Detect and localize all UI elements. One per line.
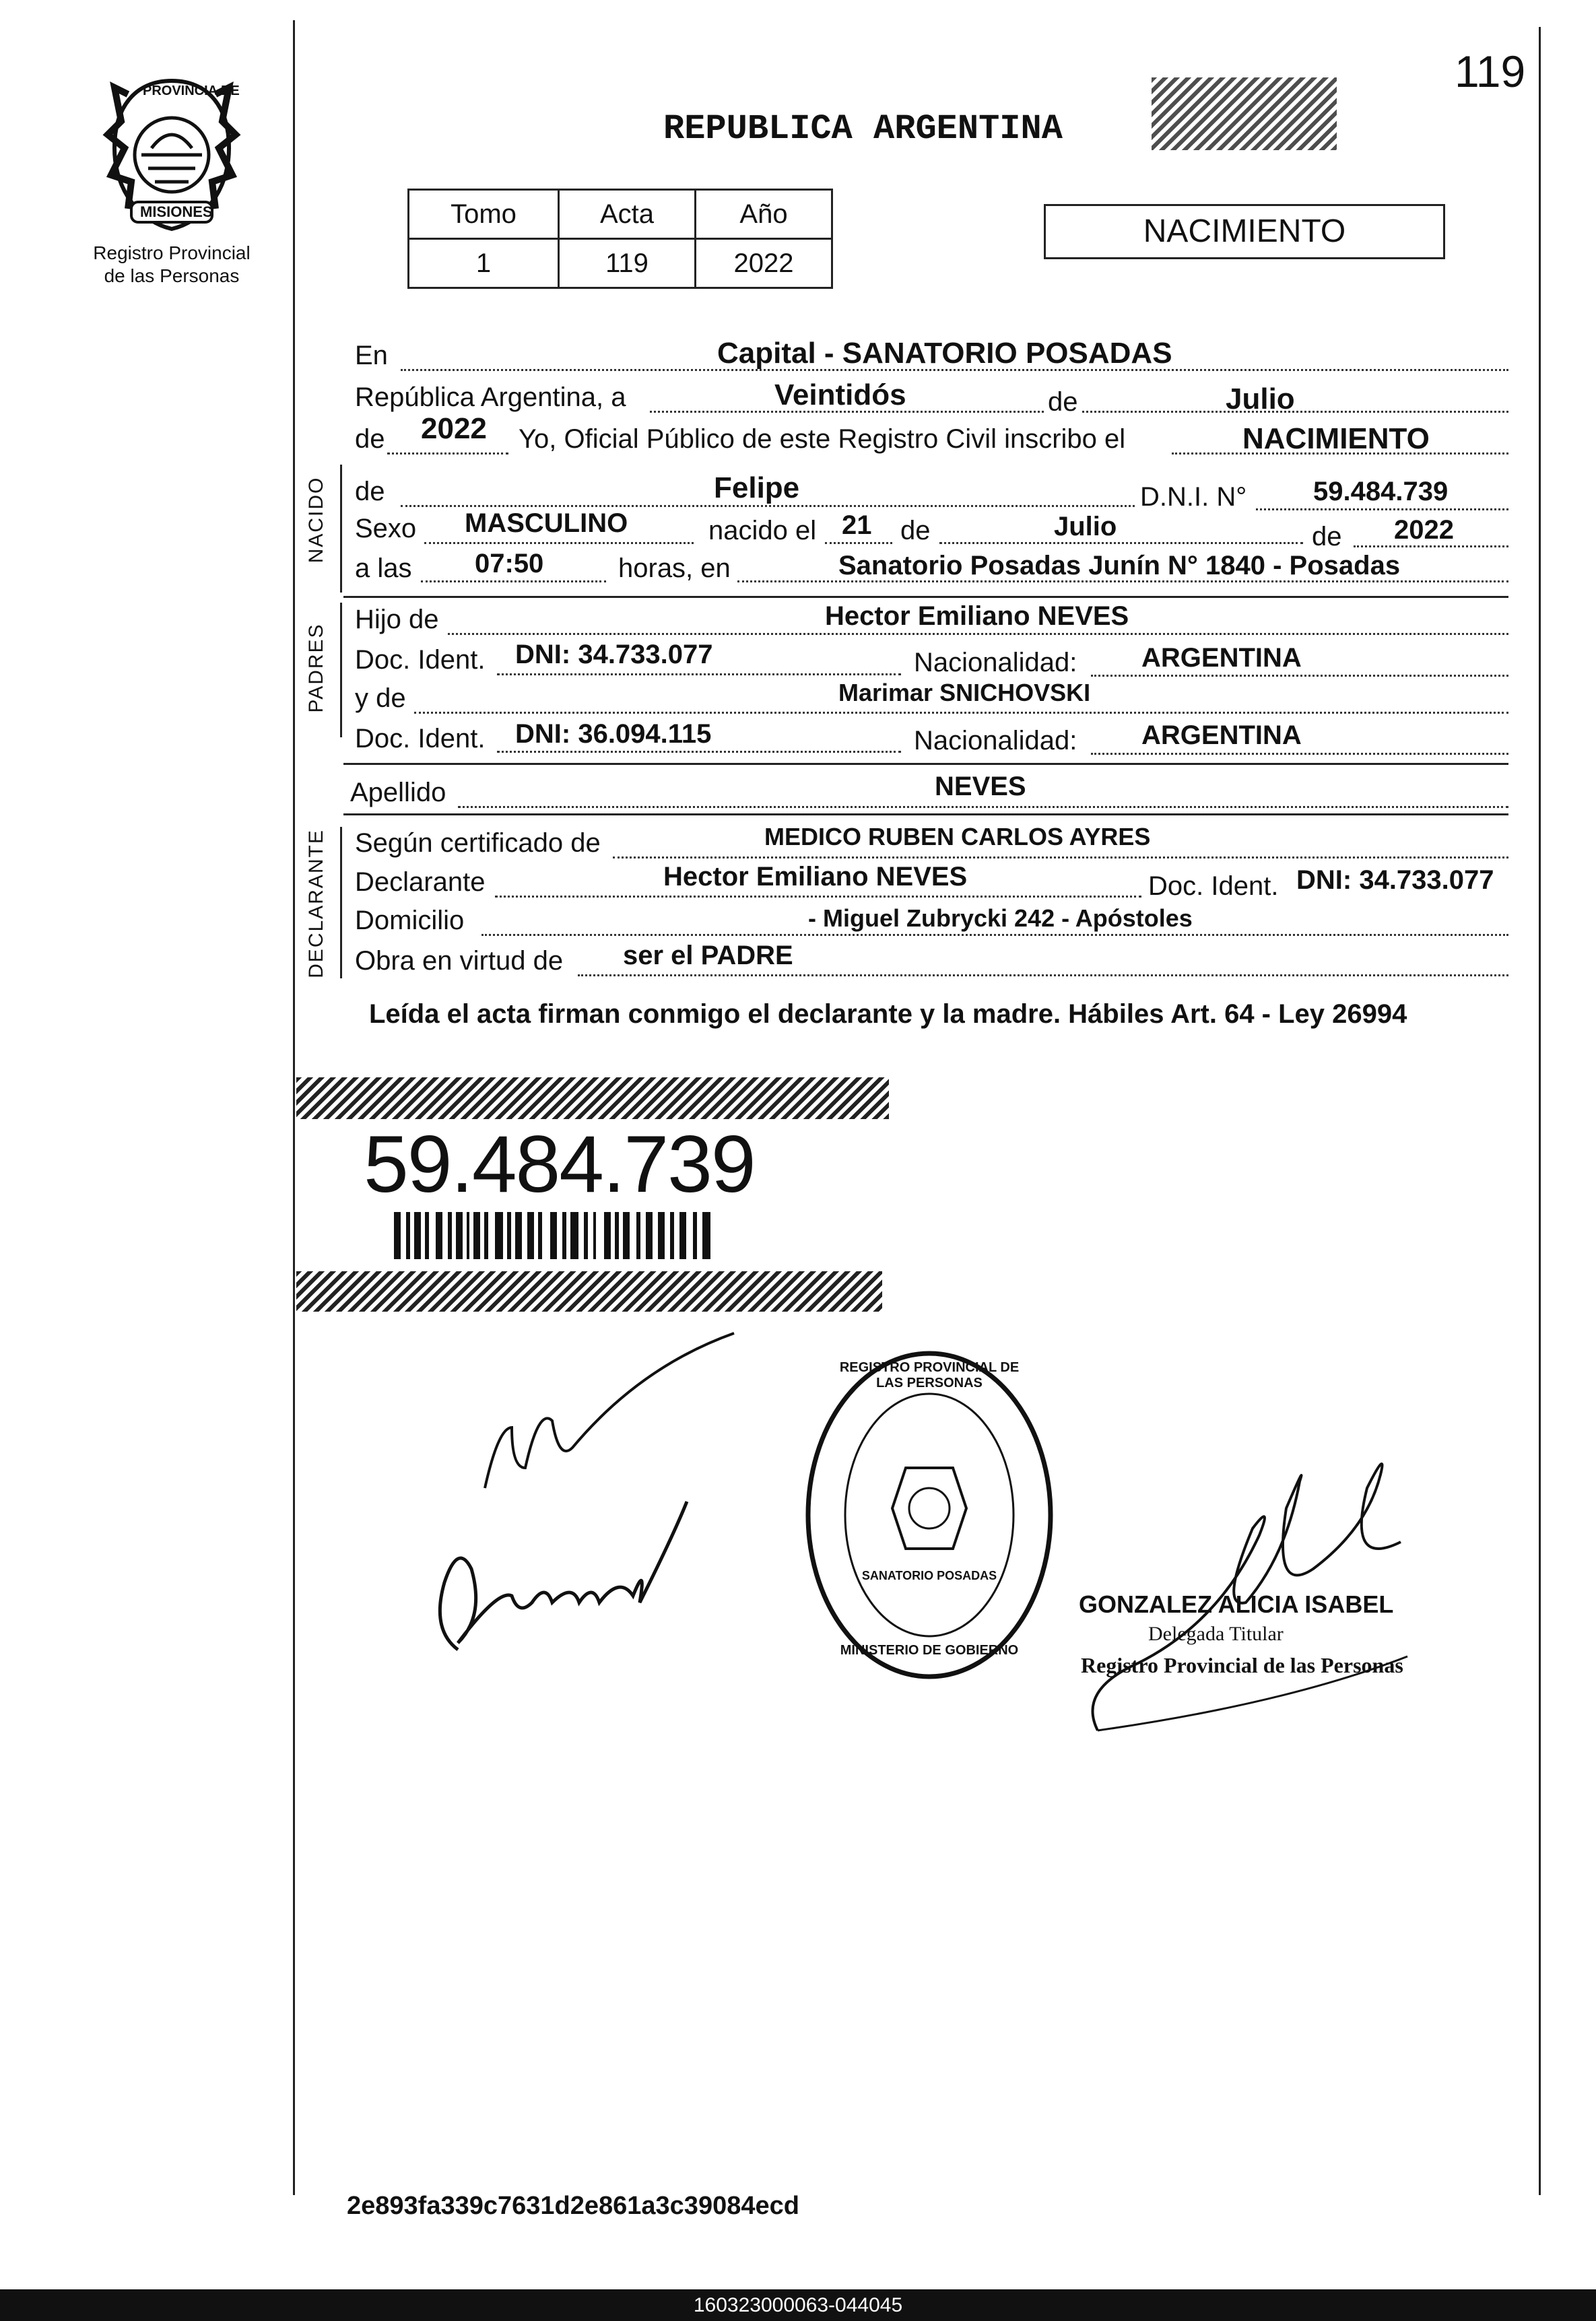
- nacido-el-label: nacido el: [708, 516, 817, 545]
- mother-doc: DNI: 36.094.115: [515, 719, 712, 749]
- padres-bottom-rule: [343, 763, 1508, 765]
- logo-arc-top: PROVINCIA DE: [143, 83, 240, 98]
- footer-id: 160323000063-044045: [693, 2294, 903, 2316]
- apellido-label: Apellido: [350, 778, 446, 807]
- provincia-seal-logo: [101, 74, 242, 236]
- org-name-line1: Registro Provincial: [93, 242, 251, 263]
- dots: [401, 505, 1135, 507]
- header-acta: Acta: [559, 190, 696, 239]
- birth-month: Julio: [1054, 512, 1117, 541]
- segun-label: Según certificado de: [355, 828, 601, 858]
- mother-name: Marimar SNICHOVSKI: [838, 679, 1091, 706]
- stamp-inner-text: SANATORIO POSADAS: [861, 1569, 997, 1582]
- dots: [458, 806, 1508, 808]
- nacionalidad-label: Nacionalidad:: [914, 648, 1077, 677]
- nacido-side-label: NACIDO: [305, 476, 327, 564]
- hijo-de-label: Hijo de: [355, 605, 439, 634]
- security-pattern-top: [296, 1077, 889, 1119]
- day-value: Veintidós: [774, 378, 906, 411]
- declarante-doc-label: Doc. Ident.: [1148, 871, 1279, 901]
- signature-bottom-left: [418, 1481, 734, 1670]
- segun-value: MEDICO RUBEN CARLOS AYRES: [764, 823, 1151, 850]
- header-anio: Año: [696, 190, 832, 239]
- name-value: Felipe: [714, 471, 800, 504]
- left-margin-line: [293, 20, 295, 2195]
- page-number: 119: [1455, 46, 1526, 96]
- security-pattern-bottom: [296, 1271, 882, 1312]
- official-signature: [1084, 1434, 1461, 1744]
- obra-label: Obra en virtud de: [355, 946, 564, 976]
- record-type-label: NACIMIENTO: [1143, 213, 1346, 249]
- dots: [1256, 508, 1508, 510]
- dots: [448, 633, 1508, 635]
- father-doc: DNI: 34.733.077: [515, 640, 713, 669]
- barcode-number: 59.484.739: [364, 1119, 755, 1209]
- right-margin-line: [1539, 27, 1541, 2195]
- official-org: Registro Provincial de las Personas: [1081, 1653, 1403, 1677]
- sexo-value: MASCULINO: [465, 508, 628, 538]
- logo-arc-bottom: MISIONES: [140, 203, 213, 220]
- apellido-value: NEVES: [935, 772, 1026, 801]
- security-pattern-header: [1152, 77, 1337, 150]
- declarante-side-label: DECLARANTE: [305, 829, 327, 978]
- dots: [387, 452, 508, 455]
- obra-value: ser el PADRE: [623, 941, 793, 970]
- time-value: 07:50: [475, 549, 544, 578]
- nacido-divider: [340, 465, 342, 593]
- event-value: NACIMIENTO: [1242, 422, 1430, 455]
- dots: [481, 934, 1508, 936]
- sexo-label: Sexo: [355, 514, 417, 543]
- dots: [939, 542, 1303, 544]
- dni-value: 59.484.739: [1313, 477, 1449, 506]
- official-role: Delegada Titular: [1148, 1623, 1284, 1645]
- document-hash: 2e893fa339c7631d2e861a3c39084ecd: [347, 2192, 799, 2220]
- doc-ident-label: Doc. Ident.: [355, 645, 486, 675]
- dots: [421, 580, 606, 582]
- closing-text: Leída el acta firman conmigo el declarante y la madre. Hábiles Art. 64 - Ley 26994: [369, 999, 1407, 1029]
- dots: [613, 856, 1508, 859]
- declarante-divider: [340, 827, 342, 978]
- doc-ident-label-2: Doc. Ident.: [355, 724, 486, 753]
- domicilio-value: - Miguel Zubrycki 242 - Apóstoles: [808, 904, 1193, 932]
- year-value: 2022: [421, 412, 487, 445]
- header-tomo: Tomo: [409, 190, 559, 239]
- nacido-de-label-2: de: [900, 516, 931, 545]
- stamp-outer-text: REGISTRO PROVINCIAL DE LAS PERSONAS: [839, 1360, 1020, 1390]
- dots: [424, 542, 694, 544]
- de-label: de: [1044, 387, 1082, 417]
- padres-side-label: PADRES: [305, 623, 327, 713]
- dots: [497, 673, 901, 675]
- footer-bar: [0, 2289, 1596, 2321]
- value-tomo: 1: [409, 239, 559, 288]
- value-anio: 2022: [696, 239, 832, 288]
- nacido-de-label: de: [355, 477, 385, 506]
- org-name-line2: de las Personas: [104, 265, 240, 286]
- official-name: GONZALEZ ALICIA ISABEL: [1079, 1590, 1394, 1618]
- inscribo-text: Yo, Oficial Público de este Registro Civil inscribo el: [519, 424, 1126, 454]
- dots: [825, 542, 892, 544]
- record-type-box: [1044, 204, 1445, 259]
- a-las-label: a las: [355, 553, 412, 583]
- nacionalidad-label-2: Nacionalidad:: [914, 726, 1077, 755]
- dots: [1091, 675, 1508, 677]
- dots: [414, 712, 1508, 714]
- nacido-de-label-3: de: [1312, 522, 1342, 551]
- page-title: REPUBLICA ARGENTINA: [663, 109, 1063, 149]
- father-name: Hector Emiliano NEVES: [825, 601, 1129, 631]
- dots: [578, 974, 1508, 976]
- domicilio-label: Domicilio: [355, 906, 465, 935]
- month-value: Julio: [1226, 382, 1295, 415]
- father-nationality: ARGENTINA: [1141, 643, 1302, 673]
- birth-day: 21: [842, 510, 872, 540]
- dots: [1091, 753, 1508, 755]
- stamp-bottom-text: MINISTERIO DE GOBIERNO: [840, 1643, 1019, 1658]
- dots: [1354, 545, 1508, 547]
- declarante-doc-value: DNI: 34.733.077: [1296, 865, 1494, 895]
- padres-divider: [340, 603, 342, 737]
- dots: [495, 896, 1141, 898]
- barcode-icon: [394, 1212, 717, 1259]
- value-acta: 119: [559, 239, 696, 288]
- dni-label: D.N.I. N°: [1140, 482, 1247, 512]
- y-de-label: y de: [355, 683, 406, 713]
- birth-year: 2022: [1394, 515, 1454, 545]
- record-table: [407, 189, 833, 289]
- dots: [497, 751, 901, 753]
- apellido-bottom-rule: [343, 813, 1508, 815]
- de-label-2: de: [355, 424, 385, 454]
- nacido-bottom-rule: [343, 596, 1508, 598]
- republica-label: República Argentina, a: [355, 382, 626, 412]
- en-label: En: [355, 341, 388, 370]
- signature-top-left: [471, 1326, 754, 1502]
- declarante-label: Declarante: [355, 867, 486, 897]
- horas-label: horas, en: [618, 553, 731, 583]
- mother-nationality: ARGENTINA: [1141, 720, 1302, 750]
- birth-place: Sanatorio Posadas Junín N° 1840 - Posadas: [838, 551, 1401, 580]
- official-stamp: [798, 1347, 1061, 1683]
- declarante-value: Hector Emiliano NEVES: [663, 862, 968, 892]
- en-value: Capital - SANATORIO POSADAS: [717, 337, 1172, 370]
